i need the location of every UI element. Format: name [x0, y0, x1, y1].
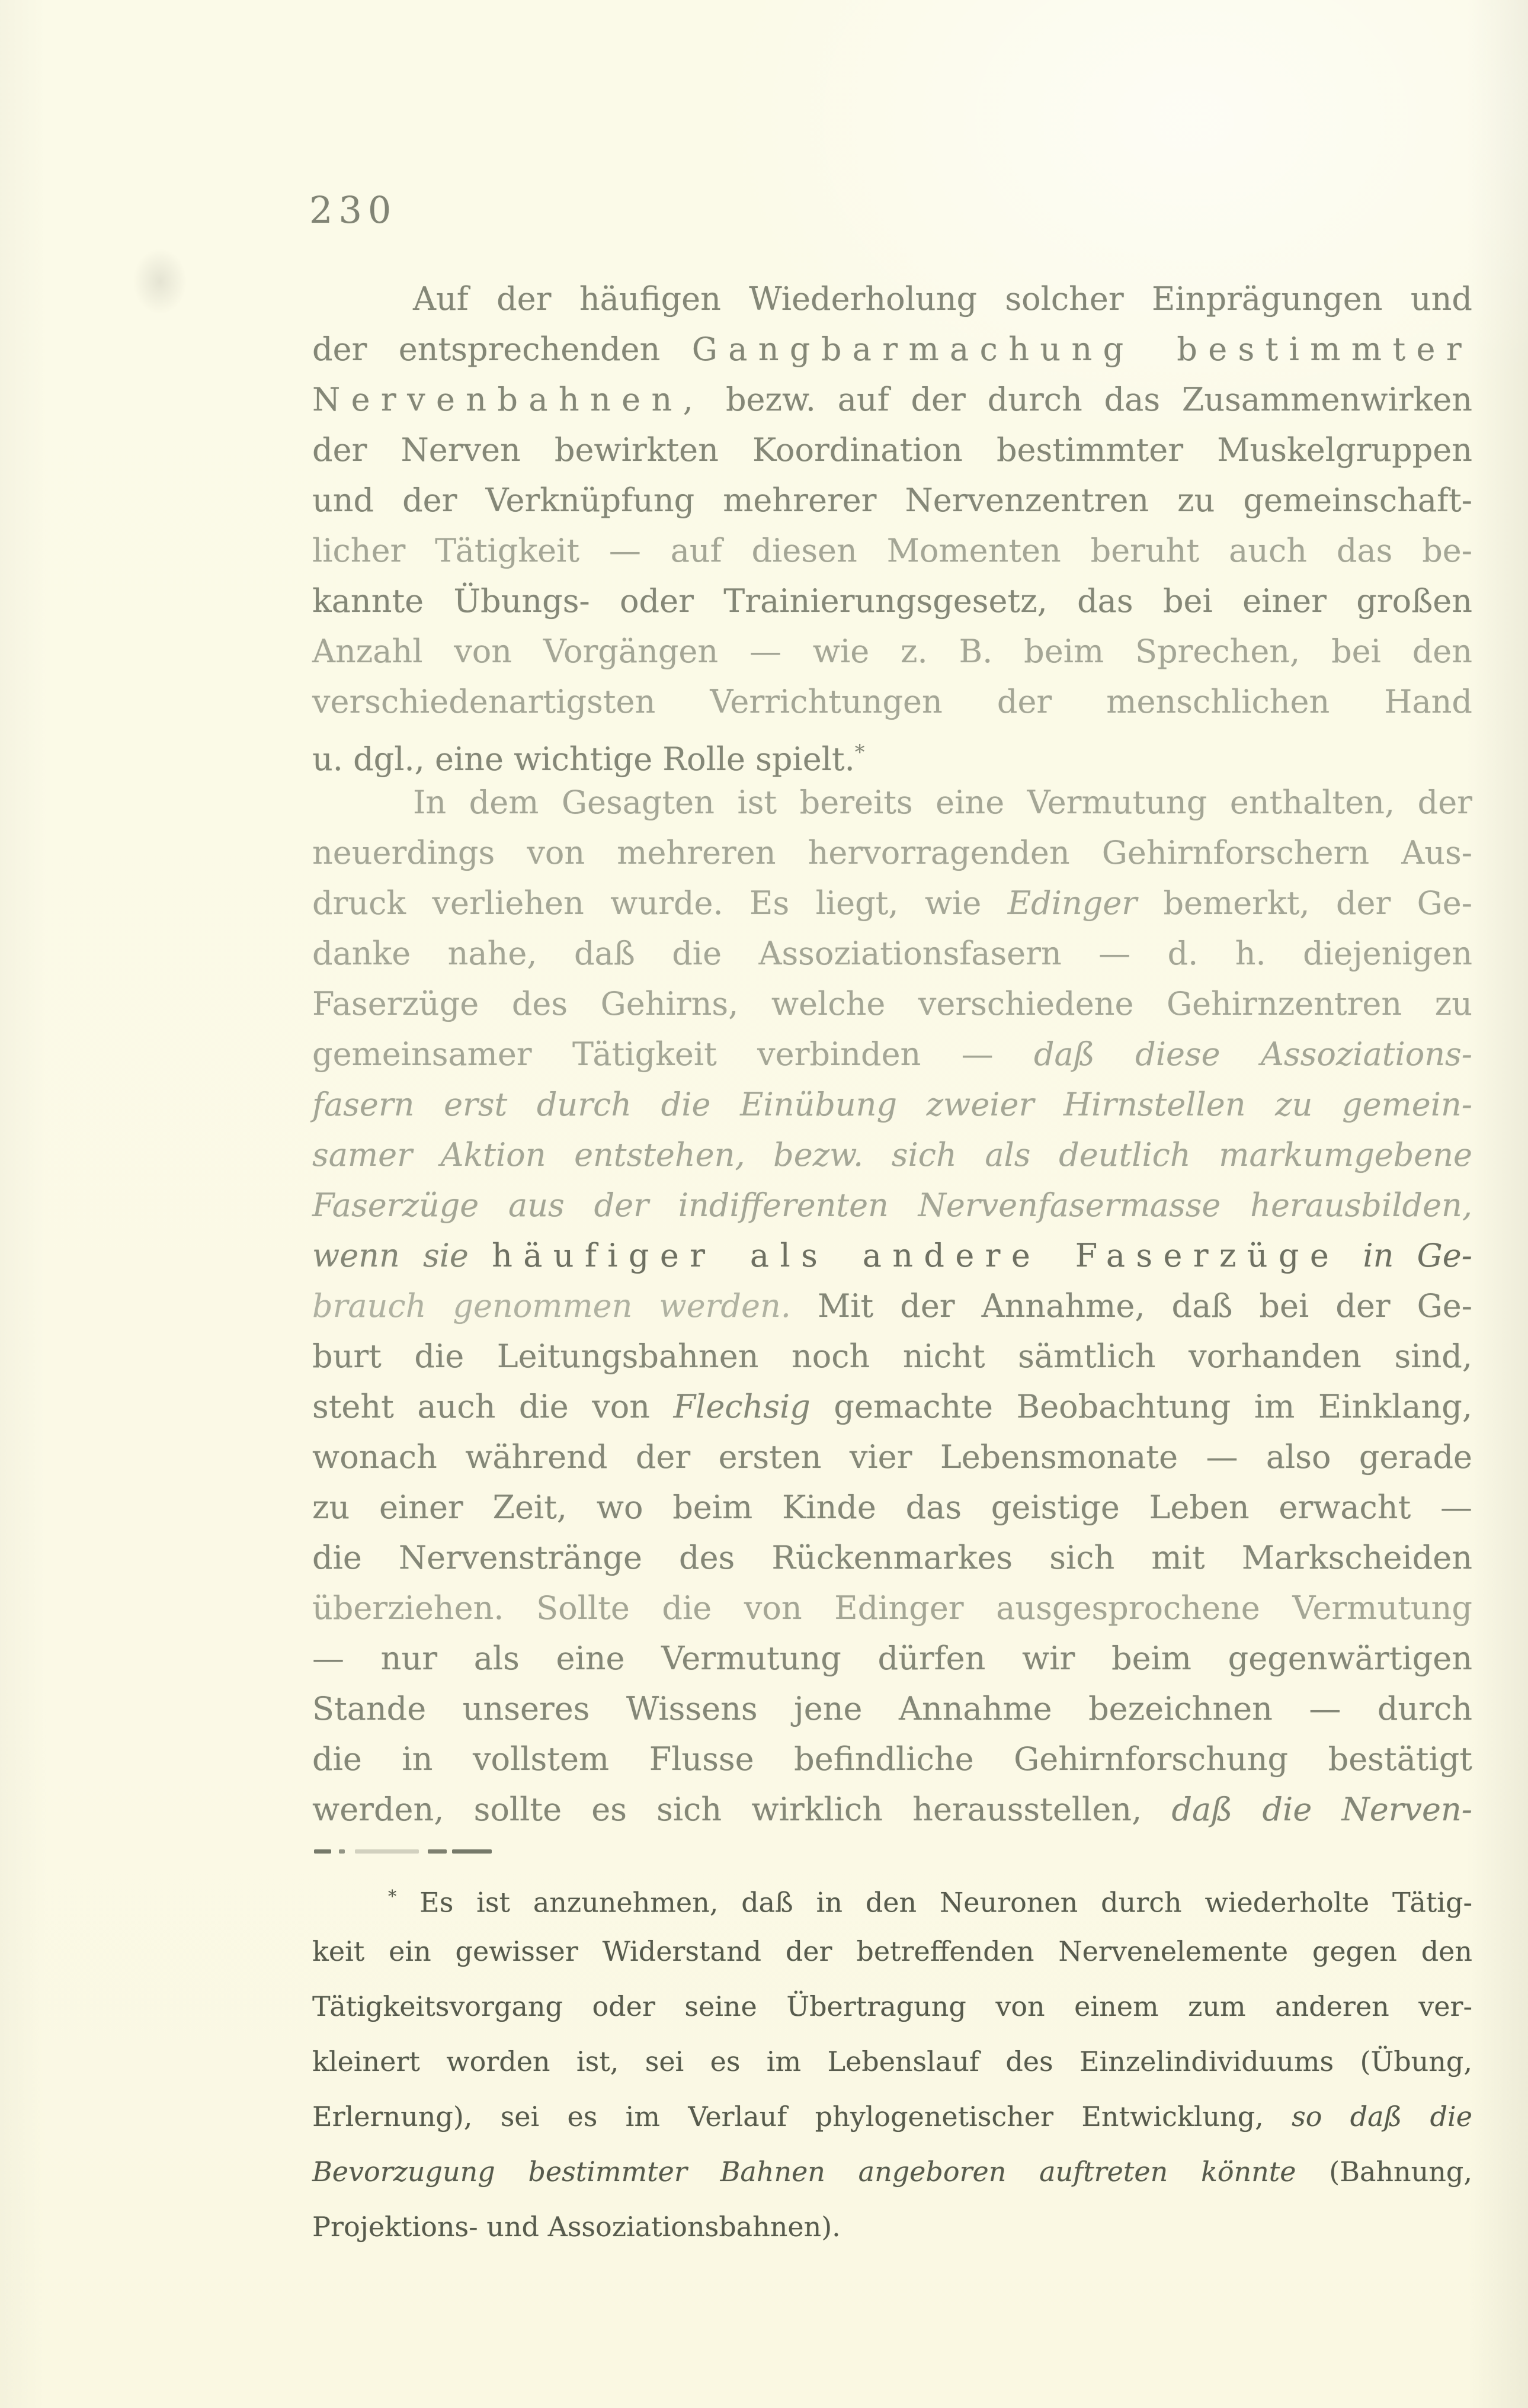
text-line	[312, 878, 1472, 928]
text-line	[312, 525, 1472, 576]
text-segment: keit ein gewisser Widerstand der betreffenden Nervenelemente gegen den	[312, 1935, 1472, 1967]
text-line	[312, 1331, 1472, 1381]
text-segment: gemachte Beobachtung im Einklang,	[810, 1388, 1472, 1425]
text-line	[312, 979, 1472, 1029]
text-segment: der Nerven bewirkten Koordination bestimmter Muskelgruppen	[312, 431, 1472, 469]
text-line	[312, 1684, 1472, 1734]
text-line	[312, 1230, 1472, 1281]
text-line	[312, 324, 1472, 374]
text-segment: kleinert worden ist, sei es im Lebenslauf des Einzelindividuums (Übung,	[312, 2045, 1472, 2077]
text-segment: Gangbarmachung bestimmter	[691, 331, 1472, 368]
text-line	[312, 1924, 1472, 1979]
text-line	[312, 1381, 1472, 1432]
text-segment: der entsprechenden	[312, 331, 692, 368]
text-segment: Anzahl von Vorgängen — wie z. B. beim Sprechen, bei den	[312, 633, 1472, 670]
text-segment: kannte Übungs- oder Trainierungsgesetz, das bei einer großen	[312, 582, 1472, 620]
text-segment: verschiedenartigsten Verrichtungen der menschlichen Hand	[312, 683, 1472, 720]
page-number: 230	[309, 188, 398, 232]
text-line	[312, 274, 1472, 324]
text-segment: brauch genommen werden.	[312, 1287, 791, 1325]
text-line	[312, 727, 1472, 777]
text-segment: fasern erst durch die Einübung zweier Hirnstellen zu gemein-	[312, 1086, 1472, 1123]
text-line	[312, 1532, 1472, 1583]
text-line	[312, 676, 1472, 727]
separator-dash	[428, 1849, 447, 1854]
text-segment: samer Aktion entstehen, bezw. sich als deutlich markumgebene	[312, 1136, 1472, 1173]
text-line	[312, 1583, 1472, 1633]
paper-smudge	[133, 249, 187, 314]
text-segment: überziehen. Sollte die von Edinger ausgesprochene Vermutung	[312, 1589, 1472, 1627]
text-segment: Nervenbahnen,	[312, 381, 704, 418]
text-segment: neuerdings von mehreren hervorragenden Gehirnforschern Aus-	[312, 834, 1472, 871]
text-segment: bemerkt, der Ge-	[1137, 884, 1472, 922]
footnote	[312, 1869, 1472, 2255]
text-line	[312, 777, 1472, 828]
text-line	[312, 475, 1472, 525]
text-line	[312, 1482, 1472, 1532]
text-line	[312, 374, 1472, 425]
text-segment: und der Verknüpfung mehrerer Nervenzentren zu gemeinschaft-	[312, 482, 1472, 519]
text-line	[312, 1079, 1472, 1130]
text-segment: Flechsig	[673, 1388, 811, 1425]
text-segment: Mit der Annahme, daß bei der Ge-	[790, 1287, 1473, 1325]
text-line	[312, 1130, 1472, 1180]
text-segment: Es ist anzunehmen, daß in den Neuronen durch wiederholte Tätig-	[396, 1886, 1472, 1919]
text-line	[312, 1029, 1472, 1079]
text-segment: die Nervenstränge des Rückenmarkes sich mit Markscheiden	[312, 1539, 1472, 1576]
text-line	[312, 1432, 1472, 1482]
text-segment: Auf der häufigen Wiederholung solcher Einprägungen und	[413, 280, 1472, 318]
text-segment: In dem Gesagten ist bereits eine Vermutung enthalten, der	[413, 784, 1472, 821]
text-segment: danke nahe, daß die Assoziationsfasern — d. h. diejenigen	[312, 935, 1472, 972]
text-line	[312, 1734, 1472, 1784]
text-line	[312, 425, 1472, 475]
text-segment: wonach während der ersten vier Lebensmonate — also gerade	[312, 1438, 1472, 1476]
text-segment: Faserzüge aus der indifferenten Nervenfasermasse herausbilden,	[312, 1187, 1472, 1224]
text-line	[312, 828, 1472, 878]
text-segment: u. dgl., eine wichtige Rolle spielt.	[312, 740, 855, 778]
separator-dash	[452, 1849, 492, 1854]
text-segment: licher Tätigkeit — auf diesen Momenten beruht auch das be-	[312, 532, 1472, 569]
text-line	[312, 576, 1472, 626]
text-line	[312, 1633, 1472, 1684]
text-line	[312, 626, 1472, 676]
text-segment: Projektions- und Assoziationsbahnen).	[312, 2211, 841, 2243]
text-segment: wenn sie	[312, 1237, 492, 1274]
separator-dash	[314, 1849, 331, 1854]
text-segment: steht auch die von	[312, 1388, 674, 1425]
text-segment: Bevorzugung bestimmter Bahnen angeboren auftreten könnte	[312, 2156, 1296, 2188]
text-line	[312, 1869, 1472, 1924]
text-segment: *	[854, 740, 865, 764]
text-segment: daß die Nerven-	[1171, 1791, 1472, 1828]
text-segment: — nur als eine Vermutung dürfen wir beim gegenwärtigen	[312, 1640, 1472, 1677]
text-line	[312, 1784, 1472, 1835]
text-segment: Erlernung), sei es im Verlauf phylogenetischer Entwicklung,	[312, 2101, 1292, 2133]
text-segment: bezw. auf der durch das Zusammenwirken	[704, 381, 1472, 418]
text-segment: (Bahnung,	[1296, 2156, 1472, 2188]
text-line	[312, 1979, 1472, 2034]
text-segment: gemeinsamer Tätigkeit verbinden —	[312, 1035, 1034, 1073]
text-segment: *	[388, 1887, 397, 1906]
text-segment: burt die Leitungsbahnen noch nicht sämtlich vorhanden sind,	[312, 1338, 1472, 1375]
text-segment: Edinger	[1007, 884, 1138, 922]
text-segment: Tätigkeitsvorgang oder seine Übertragung von einem zum anderen ver-	[312, 1990, 1472, 2022]
text-line	[312, 1281, 1472, 1331]
text-segment: häufiger als andere Faserzüge	[492, 1237, 1340, 1274]
text-segment: in Ge-	[1340, 1237, 1472, 1274]
text-line	[312, 2034, 1472, 2089]
text-segment: werden, sollte es sich wirklich herausstellen,	[312, 1791, 1172, 1828]
footnote-separator	[314, 1847, 492, 1855]
text-segment: zu einer Zeit, wo beim Kinde das geistige Leben erwacht —	[312, 1489, 1472, 1526]
body-text	[312, 274, 1472, 1835]
text-line	[312, 1180, 1472, 1230]
text-line	[312, 2089, 1472, 2144]
separator-dash	[355, 1849, 419, 1854]
separator-dash	[339, 1849, 345, 1854]
text-segment: Faserzüge des Gehirns, welche verschiedene Gehirnzentren zu	[312, 985, 1472, 1022]
text-line	[312, 2144, 1472, 2199]
text-segment: daß diese Assoziations-	[1033, 1035, 1472, 1073]
text-line	[312, 928, 1472, 979]
text-segment: so daß die	[1292, 2101, 1472, 2133]
text-segment: Stande unseres Wissens jene Annahme bezeichnen — durch	[312, 1690, 1472, 1727]
text-segment: die in vollstem Flusse befindliche Gehirnforschung bestätigt	[312, 1740, 1472, 1778]
text-line	[312, 2199, 1472, 2255]
text-segment: druck verliehen wurde. Es liegt, wie	[312, 884, 1008, 922]
